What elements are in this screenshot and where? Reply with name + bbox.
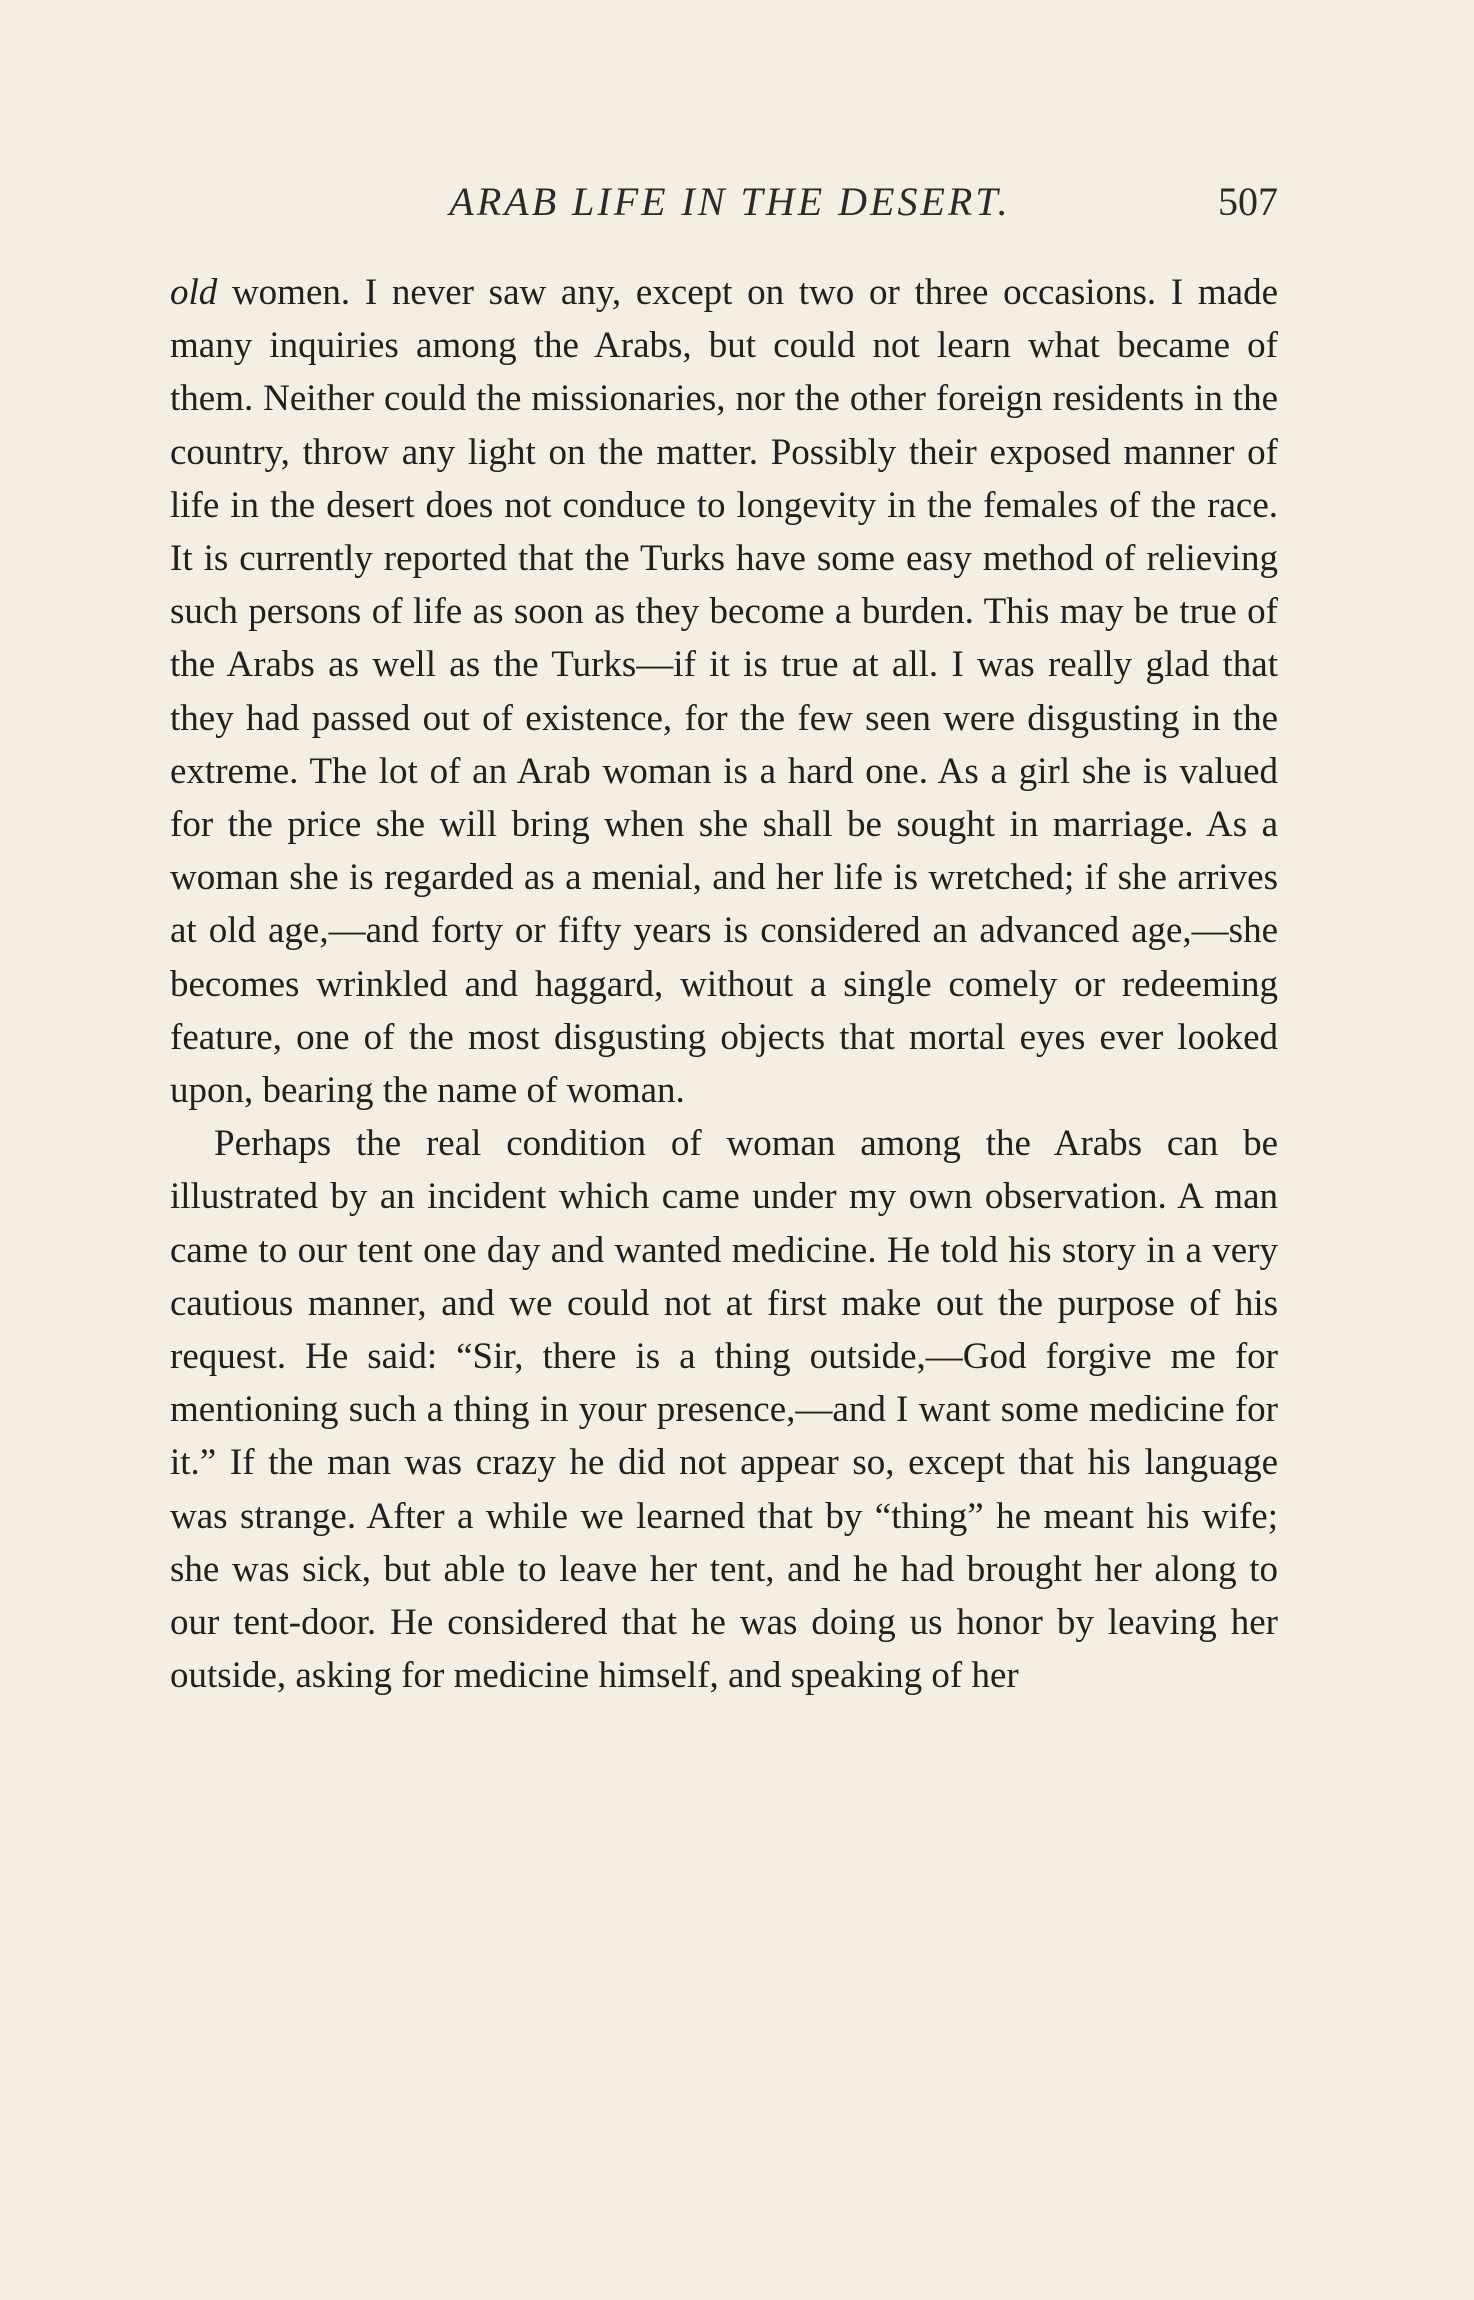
body-text: [170, 266, 1278, 1702]
paragraph-2: [170, 1117, 1278, 1702]
italic-lead-word: old: [170, 272, 218, 313]
paragraph-1-text: women. I never saw any, except on two or three occasions. I made many inquiries among the Arabs, but could not learn what became of them. Neither could the missionaries, nor the other foreign residents in the country, throw any light on the matter. Possibly their exposed manner of life in the desert does not conduce to longevity in the females of the race. It is currently reported that the Turks have some easy method of relieving such persons of life as soon as they become a burden. This may be true of the Arabs as well as the Turks—if it is true at all. I was really glad that they had passed out of existence, for the few seen were disgusting in the extreme. The lot of an Arab woman is a hard one. As a girl she is valued for the price she will bring when she shall be sought in marriage. As a woman she is regarded as a menial, and her life is wretched; if she arrives at old age,—and forty or fifty years is considered an advanced age,—she becomes wrinkled and haggard, without a single comely or redeeming feature, one of the most disgusting objects that mortal eyes ever looked upon, bearing the name of woman.: [170, 272, 1278, 1112]
page-number: 507: [1218, 179, 1278, 224]
paragraph-2-text: Perhaps the real condition of woman among the Arabs can be illustrated by an incident which came under my own observation. A man came to our tent one day and wanted medicine. He told his story in a very cautious manner, and we could not at first make out the purpose of his request. He said: “Sir, there is a thing outside,—God forgive me for mentioning such a thing in your presence,—and I want some medicine for it.” If the man was crazy he did not appear so, except that his language was strange. After a while we learned that by “thing” he meant his wife; she was sick, but able to leave her tent, and he had brought her along to our tent-door. He considered that he was doing us honor by leaving her outside, asking for medicine himself, and speaking of her: [170, 1123, 1278, 1697]
running-title: ARAB LIFE IN THE DESERT.: [449, 179, 1011, 224]
paragraph-1: [170, 266, 1278, 1117]
running-head: [170, 178, 1278, 238]
